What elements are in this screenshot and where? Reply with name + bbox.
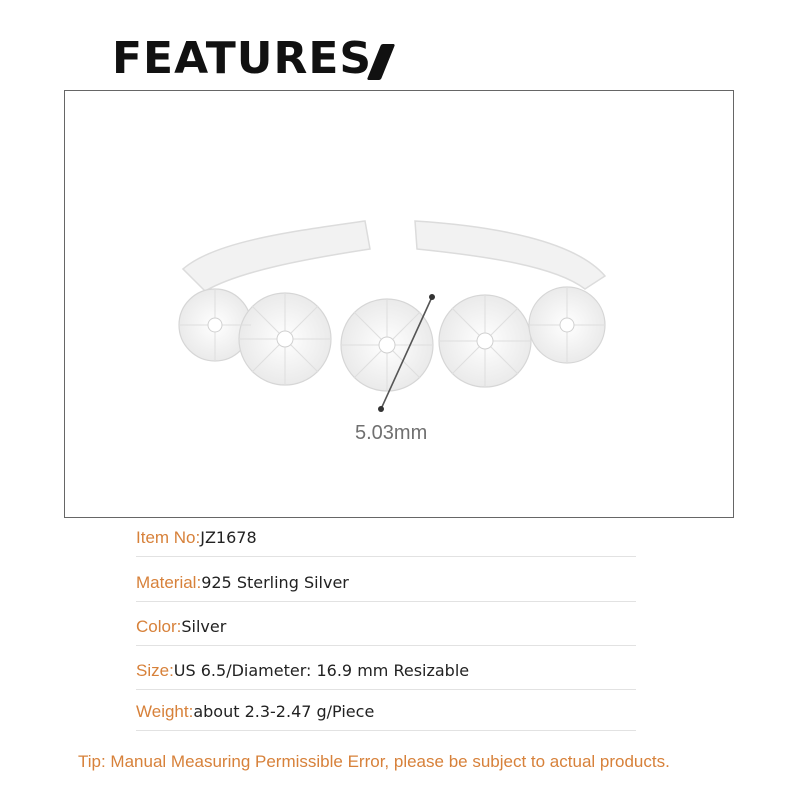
product-image-frame <box>64 90 734 518</box>
measurement-endpoint-bottom <box>378 406 384 412</box>
spec-value: US 6.5/Diameter: 16.9 mm Resizable <box>173 661 470 680</box>
spec-value: about 2.3-2.47 g/Piece <box>193 702 375 721</box>
ring-image <box>65 91 733 517</box>
spec-value: Silver <box>181 617 227 636</box>
spec-value: JZ1678 <box>200 528 257 547</box>
tip-text: Tip: Manual Measuring Permissible Error, please be subject to actual products. <box>78 752 670 771</box>
spec-row-color <box>136 615 636 646</box>
ring-band-right <box>415 221 605 289</box>
ring-band-left <box>183 221 370 291</box>
spec-label: Item No: <box>136 528 201 547</box>
spec-row-item-no <box>136 526 636 557</box>
spec-row-size <box>136 659 636 690</box>
spec-value: 925 Sterling Silver <box>201 573 349 592</box>
features-title: FEATURES <box>112 33 373 84</box>
measurement-label: 5.03mm <box>355 422 428 444</box>
spec-label: Color: <box>136 617 182 636</box>
spec-row-material <box>136 571 636 602</box>
spec-label: Material: <box>136 573 202 592</box>
spec-label: Weight: <box>136 702 194 721</box>
spec-row-weight <box>136 700 636 731</box>
measurement-endpoint-top <box>429 294 435 300</box>
spec-label: Size: <box>136 661 174 680</box>
